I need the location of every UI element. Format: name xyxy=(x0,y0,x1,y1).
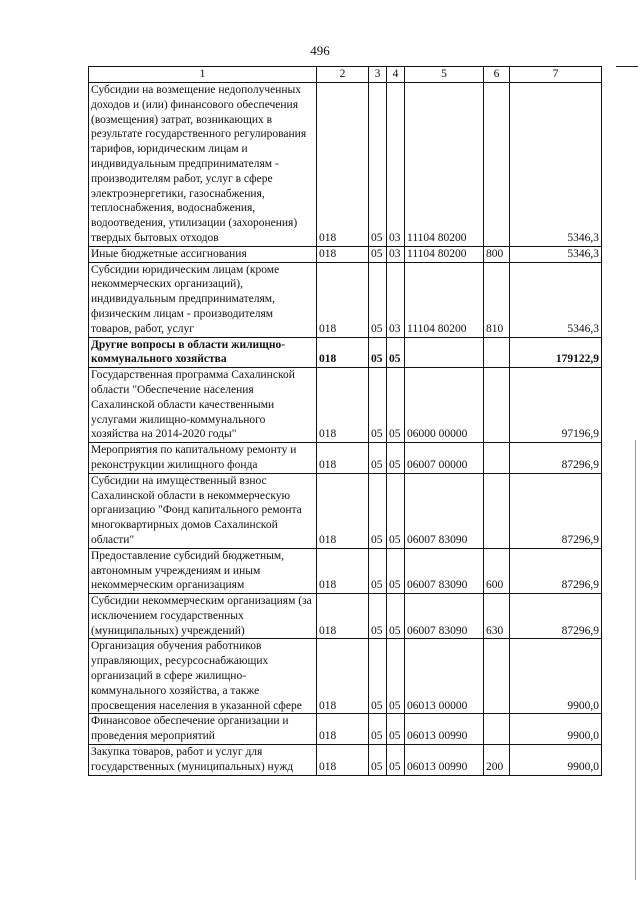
row-csr-cell xyxy=(405,337,484,368)
row-gr-cell: 018 xyxy=(317,246,369,262)
row-name-cell: Мероприятия по капитальному ремонту и реконструкции жилищного фонда xyxy=(89,443,317,474)
header-cell: 5 xyxy=(405,67,484,83)
table-row xyxy=(89,594,602,639)
row-csr-cell: 06007 00000 xyxy=(405,443,484,474)
row-name-cell: Субсидии некоммерческим организациям (за исключением государственных (муниципальных) учреждений) xyxy=(89,594,317,639)
row-sum-cell: 87296,9 xyxy=(510,548,602,593)
row-vr-cell: 200 xyxy=(484,745,510,776)
row-pr-cell: 05 xyxy=(387,639,405,714)
row-pr-cell: 05 xyxy=(387,714,405,745)
header-cell: 2 xyxy=(317,67,369,83)
row-sum-cell: 9900,0 xyxy=(510,639,602,714)
row-rz-cell: 05 xyxy=(369,473,387,548)
row-rz-cell: 05 xyxy=(369,745,387,776)
row-vr-cell: 600 xyxy=(484,548,510,593)
row-rz-cell: 05 xyxy=(369,714,387,745)
row-gr-cell: 018 xyxy=(317,639,369,714)
row-pr-cell: 05 xyxy=(387,443,405,474)
row-gr-cell: 018 xyxy=(317,594,369,639)
row-vr-cell: 810 xyxy=(484,262,510,337)
table-row xyxy=(89,714,602,745)
table-row xyxy=(89,473,602,548)
row-vr-cell xyxy=(484,337,510,368)
row-pr-cell: 05 xyxy=(387,594,405,639)
header-cell: 6 xyxy=(484,67,510,83)
row-pr-cell: 05 xyxy=(387,548,405,593)
row-rz-cell: 05 xyxy=(369,368,387,443)
header-cell: 1 xyxy=(89,67,317,83)
row-gr-cell: 018 xyxy=(317,443,369,474)
row-sum-cell: 97196,9 xyxy=(510,368,602,443)
table-row xyxy=(89,745,602,776)
row-sum-cell: 87296,9 xyxy=(510,473,602,548)
row-sum-cell: 5346,3 xyxy=(510,262,602,337)
scan-edge-mark xyxy=(635,440,636,880)
row-rz-cell: 05 xyxy=(369,639,387,714)
row-rz-cell: 05 xyxy=(369,594,387,639)
row-name-cell: Субсидии юридическим лицам (кроме некоммерческих организаций), индивидуальным предпринимателям, физическим лицам - производителям товаров, работ, услуг xyxy=(89,262,317,337)
row-sum-cell: 87296,9 xyxy=(510,594,602,639)
header-row xyxy=(89,67,602,83)
row-sum-cell: 5346,3 xyxy=(510,246,602,262)
table-row xyxy=(89,548,602,593)
table-body xyxy=(89,83,602,776)
row-gr-cell: 018 xyxy=(317,548,369,593)
row-sum-cell: 87296,9 xyxy=(510,443,602,474)
row-gr-cell: 018 xyxy=(317,262,369,337)
row-vr-cell xyxy=(484,368,510,443)
table-row xyxy=(89,262,602,337)
table-row xyxy=(89,83,602,247)
row-rz-cell: 05 xyxy=(369,262,387,337)
row-csr-cell: 06000 00000 xyxy=(405,368,484,443)
row-sum-cell: 9900,0 xyxy=(510,714,602,745)
row-name-cell: Государственная программа Сахалинской области "Обеспечение населения Сахалинской области качественными услугами жилищно-коммунального хозяйства на 2014-2020 годы" xyxy=(89,368,317,443)
header-cell: 3 xyxy=(369,67,387,83)
row-name-cell: Другие вопросы в области жилищно-коммунального хозяйства xyxy=(89,337,317,368)
header-cell: 7 xyxy=(510,67,602,83)
row-pr-cell: 05 xyxy=(387,368,405,443)
row-csr-cell: 06013 00990 xyxy=(405,714,484,745)
row-sum-cell: 5346,3 xyxy=(510,83,602,247)
row-name-cell: Субсидии на имущественный взнос Сахалинской области в некоммерческую организацию "Фонд капитального ремонта многоквартирных домов Сахалинской области" xyxy=(89,473,317,548)
row-vr-cell xyxy=(484,83,510,247)
row-gr-cell: 018 xyxy=(317,368,369,443)
row-sum-cell: 9900,0 xyxy=(510,745,602,776)
row-csr-cell: 06013 00000 xyxy=(405,639,484,714)
table-row xyxy=(89,368,602,443)
row-pr-cell: 05 xyxy=(387,745,405,776)
row-csr-cell: 06007 83090 xyxy=(405,548,484,593)
row-vr-cell xyxy=(484,714,510,745)
row-csr-cell: 11104 80200 xyxy=(405,83,484,247)
row-vr-cell xyxy=(484,473,510,548)
table-row xyxy=(89,337,602,368)
row-name-cell: Финансовое обеспечение организации и проведения мероприятий xyxy=(89,714,317,745)
row-rz-cell: 05 xyxy=(369,548,387,593)
row-rz-cell: 05 xyxy=(369,83,387,247)
row-vr-cell: 630 xyxy=(484,594,510,639)
row-pr-cell: 03 xyxy=(387,262,405,337)
row-csr-cell: 11104 80200 xyxy=(405,262,484,337)
page-number: 496 xyxy=(310,43,330,58)
row-csr-cell: 11104 80200 xyxy=(405,246,484,262)
row-rz-cell: 05 xyxy=(369,337,387,368)
row-name-cell: Закупка товаров, работ и услуг для государственных (муниципальных) нужд xyxy=(89,745,317,776)
row-pr-cell: 05 xyxy=(387,473,405,548)
budget-table xyxy=(88,66,602,776)
table-row xyxy=(89,443,602,474)
row-pr-cell: 03 xyxy=(387,246,405,262)
row-rz-cell: 05 xyxy=(369,443,387,474)
row-csr-cell: 06013 00990 xyxy=(405,745,484,776)
scan-edge-mark xyxy=(616,66,638,67)
row-gr-cell: 018 xyxy=(317,714,369,745)
row-vr-cell xyxy=(484,443,510,474)
row-pr-cell: 03 xyxy=(387,83,405,247)
row-vr-cell xyxy=(484,639,510,714)
row-name-cell: Субсидии на возмещение недополученных доходов и (или) финансового обеспечения (возмещения) затрат, возникающих в результате государственного регулирования тарифов, юридическим лицам и индивидуальным предпринимателям - производителям работ, услуг в сфере электроэнергетики, газоснабжения, теплоснабжения, водоснабжения, водоотведения, утилизации (захоронения) твердых бытовых отходов xyxy=(89,83,317,247)
row-name-cell: Иные бюджетные ассигнования xyxy=(89,246,317,262)
row-rz-cell: 05 xyxy=(369,246,387,262)
row-vr-cell: 800 xyxy=(484,246,510,262)
row-pr-cell: 05 xyxy=(387,337,405,368)
row-gr-cell: 018 xyxy=(317,337,369,368)
row-csr-cell: 06007 83090 xyxy=(405,473,484,548)
table-row xyxy=(89,639,602,714)
table-row xyxy=(89,246,602,262)
header-cell: 4 xyxy=(387,67,405,83)
row-sum-cell: 179122,9 xyxy=(510,337,602,368)
row-name-cell: Организация обучения работников управляющих, ресурсоснабжающих организаций в сфере жилищно-коммунального хозяйства, а также просвещения населения в указанной сфере xyxy=(89,639,317,714)
row-csr-cell: 06007 83090 xyxy=(405,594,484,639)
row-name-cell: Предоставление субсидий бюджетным, автономным учреждениям и иным некоммерческим организациям xyxy=(89,548,317,593)
row-gr-cell: 018 xyxy=(317,745,369,776)
row-gr-cell: 018 xyxy=(317,83,369,247)
row-gr-cell: 018 xyxy=(317,473,369,548)
